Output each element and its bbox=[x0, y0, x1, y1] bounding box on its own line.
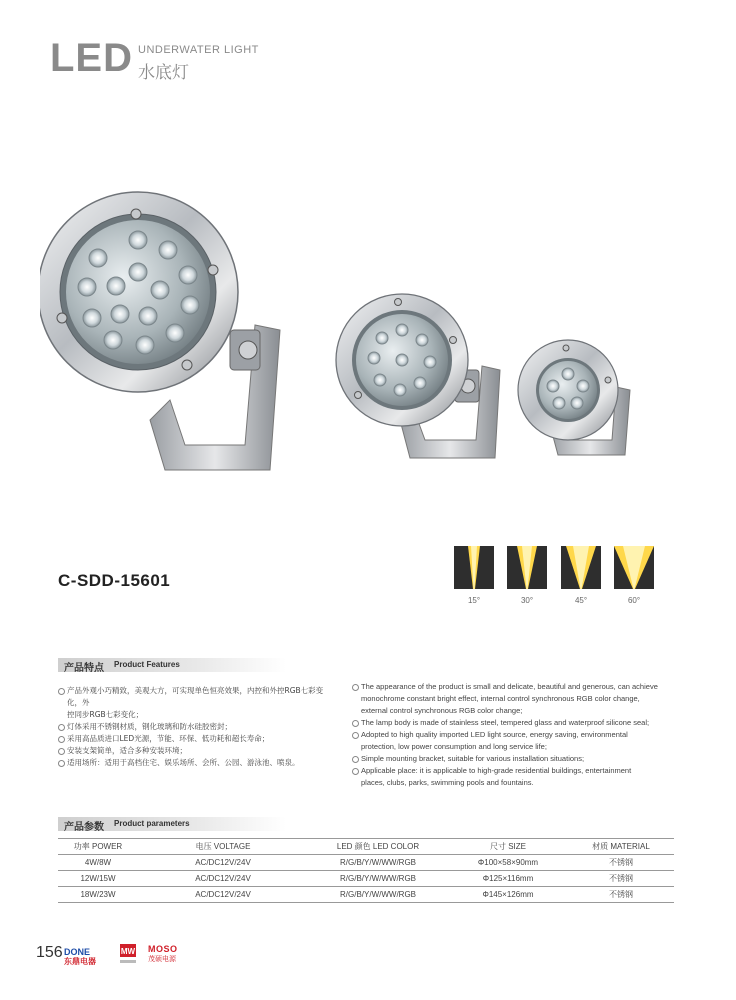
feature-cn-item: 灯体采用不锈钢材质，钢化玻璃和防水硅胶密封； bbox=[58, 721, 336, 733]
col-header-voltage: 电压 VOLTAGE bbox=[138, 839, 308, 855]
table-row bbox=[58, 855, 674, 871]
feature-en-item: external control synchronous RGB color change; bbox=[361, 706, 523, 715]
header-subtitle-cn: 水底灯 bbox=[138, 63, 189, 83]
feature-cn-item: 适用场所：适用于高档住宅、娱乐场所、会所、公园、游泳池、喷泉。 bbox=[58, 757, 336, 769]
beam-15-icon bbox=[454, 546, 494, 589]
beam-30-icon bbox=[507, 546, 547, 589]
cell-led-color: R/G/B/Y/W/WW/RGB bbox=[308, 855, 448, 871]
cell-power: 4W/8W bbox=[58, 855, 138, 871]
beam-45-icon bbox=[561, 546, 601, 589]
cell-led-color: R/G/B/Y/W/WW/RGB bbox=[308, 887, 448, 903]
feature-en-item: Adopted to high quality imported LED light source, energy saving, environmental bbox=[352, 729, 684, 741]
moso-logo bbox=[148, 944, 184, 966]
cell-power: 12W/15W bbox=[58, 871, 138, 887]
feature-en-item: places, clubs, parks, swimming pools and fountains. bbox=[361, 778, 534, 787]
done-logo-cn: 东鼎电器 bbox=[64, 957, 96, 966]
features-title-en: Product Features bbox=[114, 660, 180, 669]
feature-en-item: Simple mounting bracket, suitable for various installation situations; bbox=[352, 753, 684, 765]
beam-label-45: 45° bbox=[574, 596, 588, 605]
features-list-cn bbox=[58, 685, 336, 769]
params-section-bar bbox=[58, 817, 286, 831]
params-title-cn: 产品参数 bbox=[64, 822, 104, 833]
beam-label-30: 30° bbox=[520, 596, 534, 605]
done-logo bbox=[64, 947, 102, 967]
feature-cn-item: 安装支架简单，适合多种安装环境； bbox=[58, 745, 336, 757]
cell-power: 18W/23W bbox=[58, 887, 138, 903]
beam-60-icon bbox=[614, 546, 654, 589]
table-row bbox=[58, 871, 674, 887]
feature-cn-item: 控同步RGB七彩变化； bbox=[67, 710, 144, 719]
small-lamp bbox=[518, 340, 630, 455]
header-subtitle-en: UNDERWATER LIGHT bbox=[138, 44, 259, 56]
model-number: C-SDD-15601 bbox=[58, 571, 171, 590]
cell-voltage: AC/DC12V/24V bbox=[138, 855, 308, 871]
page-number: 156 bbox=[36, 944, 63, 961]
feature-cn-item: 产品外观小巧精致，美观大方，可实现单色恒亮效果，内控和外控RGB七彩变化，外 bbox=[58, 685, 336, 709]
mw-logo-icon bbox=[120, 944, 136, 966]
cell-voltage: AC/DC12V/24V bbox=[138, 887, 308, 903]
done-logo-text: DONE bbox=[64, 947, 91, 957]
cell-voltage: AC/DC12V/24V bbox=[138, 871, 308, 887]
table-row bbox=[58, 887, 674, 903]
large-lamp bbox=[40, 192, 280, 470]
col-header-power: 功率 POWER bbox=[58, 839, 138, 855]
medium-lamp bbox=[336, 294, 500, 458]
moso-logo-text: MOSO bbox=[148, 944, 178, 954]
params-table bbox=[58, 838, 674, 903]
product-photo bbox=[40, 190, 690, 490]
params-title-en: Product parameters bbox=[114, 819, 190, 828]
cell-size: Φ145×126mm bbox=[448, 887, 568, 903]
cell-material: 不锈钢 bbox=[568, 855, 674, 871]
feature-en-item: The appearance of the product is small and delicate, beautiful and generous, can achieve bbox=[352, 681, 684, 693]
cell-material: 不锈钢 bbox=[568, 871, 674, 887]
col-header-led-color: LED 颜色 LED COLOR bbox=[308, 839, 448, 855]
feature-cn-item: 采用高品质进口LED光源，节能、环保、低功耗和超长寿命； bbox=[58, 733, 336, 745]
col-header-size: 尺寸 SIZE bbox=[448, 839, 568, 855]
feature-en-item: monochrome constant bright effect, internal control synchronous RGB color change, bbox=[361, 694, 640, 703]
feature-en-item: The lamp body is made of stainless steel, tempered glass and waterproof silicone seal; bbox=[352, 717, 684, 729]
beam-label-60: 60° bbox=[627, 596, 641, 605]
table-header-row bbox=[58, 839, 674, 855]
svg-text:MW: MW bbox=[120, 947, 136, 956]
feature-en-item: Applicable place: it is applicable to high-grade residential buildings, entertainment bbox=[352, 765, 684, 777]
brand-led-title: LED bbox=[50, 36, 133, 80]
cell-led-color: R/G/B/Y/W/WW/RGB bbox=[308, 871, 448, 887]
cell-size: Φ125×116mm bbox=[448, 871, 568, 887]
cell-material: 不锈钢 bbox=[568, 887, 674, 903]
cell-size: Φ100×58×90mm bbox=[448, 855, 568, 871]
col-header-material: 材质 MATERIAL bbox=[568, 839, 674, 855]
feature-en-item: protection, low power consumption and long service life; bbox=[361, 742, 547, 751]
features-title-cn: 产品特点 bbox=[64, 663, 104, 674]
features-section-bar bbox=[58, 658, 286, 672]
moso-logo-cn: 茂硕电源 bbox=[148, 955, 176, 963]
features-list-en bbox=[352, 681, 684, 789]
beam-label-15: 15° bbox=[467, 596, 481, 605]
